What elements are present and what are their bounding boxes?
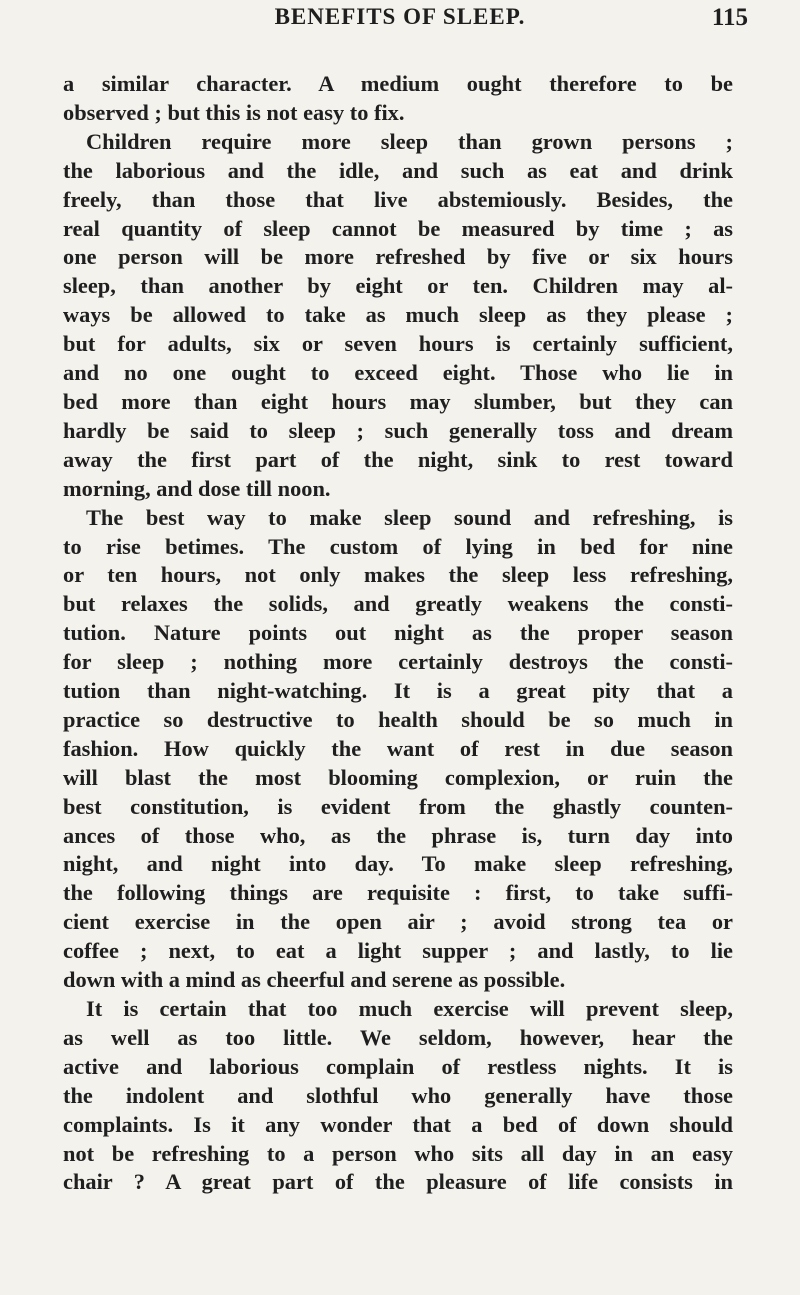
text-line: ways be allowed to take as much sleep as they please ; [63, 302, 733, 328]
text-line: down with a mind as cheerful and serene as possible. [63, 967, 566, 993]
text-line: fashion. How quickly the want of rest in due season [63, 735, 733, 761]
text-line: morning, and dose till noon. [63, 475, 331, 501]
text-line: real quantity of sleep cannot be measured by time ; as [63, 215, 733, 241]
text-line: Children require more sleep than grown persons ; [86, 128, 733, 154]
text-line: one person will be more refreshed by five or six hours [63, 244, 733, 270]
body-text [63, 70, 733, 1197]
text-line: observed ; but this is not easy to fix. [63, 99, 405, 125]
text-line: The best way to make sleep sound and refreshing, is [86, 504, 733, 530]
text-line: the indolent and slothful who generally have those [63, 1082, 733, 1108]
page-number: 115 [711, 4, 748, 31]
text-line: cient exercise in the open air ; avoid strong tea or [63, 909, 733, 935]
text-line: as well as too little. We seldom, however, hear the [63, 1024, 733, 1050]
text-line: night, and night into day. To make sleep refreshing, [63, 851, 733, 877]
text-line: ances of those who, as the phrase is, turn day into [63, 822, 733, 848]
text-line: best constitution, is evident from the ghastly counten- [63, 793, 733, 819]
text-line: and no one ought to exceed eight. Those who lie in [63, 360, 733, 386]
text-line: away the first part of the night, sink to rest toward [63, 446, 733, 472]
text-line: a similar character. A medium ought therefore to be [63, 71, 733, 96]
text-line: the laborious and the idle, and such as eat and drink [63, 157, 733, 183]
text-line: or ten hours, not only makes the sleep less refreshing, [63, 562, 733, 588]
page-header [0, 4, 800, 44]
text-line: coffee ; next, to eat a light supper ; and lastly, to lie [63, 938, 733, 964]
text-line: but for adults, six or seven hours is certainly sufficient, [63, 331, 733, 357]
text-line: complaints. Is it any wonder that a bed of down should [63, 1111, 733, 1137]
text-line: hardly be said to sleep ; such generally toss and dream [63, 417, 733, 443]
text-line: practice so destructive to health should be so much in [63, 706, 733, 732]
text-line: not be refreshing to a person who sits all day in an easy [63, 1140, 733, 1166]
text-line: tution. Nature points out night as the proper season [63, 620, 733, 646]
running-title: BENEFITS OF SLEEP. [274, 4, 526, 29]
text-line: for sleep ; nothing more certainly destroys the consti- [63, 649, 733, 675]
text-line: It is certain that too much exercise will prevent sleep, [86, 996, 733, 1021]
text-line: bed more than eight hours may slumber, but they can [63, 388, 733, 414]
text-line: but relaxes the solids, and greatly weakens the consti- [63, 591, 733, 617]
text-line: the following things are requisite : first, to take suffi- [63, 880, 733, 906]
text-line: freely, than those that live abstemiously. Besides, the [63, 186, 733, 212]
text-line: tution than night-watching. It is a great pity that a [63, 678, 733, 704]
text-line: to rise betimes. The custom of lying in bed for nine [63, 533, 733, 559]
text-line: chair ? A great part of the pleasure of life consists in [63, 1169, 733, 1195]
text-line: sleep, than another by eight or ten. Children may al- [63, 273, 733, 299]
text-line: active and laborious complain of restless nights. It is [63, 1053, 733, 1079]
text-line: will blast the most blooming complexion, or ruin the [63, 764, 733, 790]
